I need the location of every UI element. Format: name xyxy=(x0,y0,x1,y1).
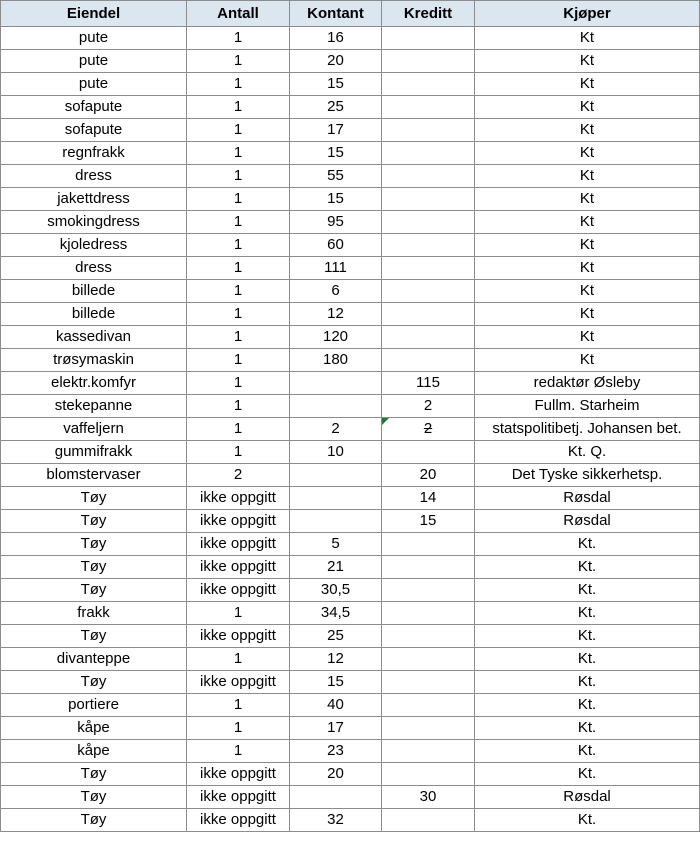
cell-kreditt xyxy=(382,142,475,165)
cell-kontant: 16 xyxy=(290,27,382,50)
cell-kreditt xyxy=(382,96,475,119)
cell-kontant: 20 xyxy=(290,763,382,786)
cell-eiendel: Tøy xyxy=(1,671,187,694)
cell-eiendel: Tøy xyxy=(1,809,187,832)
table-row xyxy=(1,188,700,211)
cell-kontant: 15 xyxy=(290,142,382,165)
cell-kontant xyxy=(290,510,382,533)
table-row xyxy=(1,786,700,809)
table-row xyxy=(1,625,700,648)
cell-kontant: 30,5 xyxy=(290,579,382,602)
cell-eiendel: Tøy xyxy=(1,556,187,579)
cell-kreditt xyxy=(382,326,475,349)
cell-kontant: 25 xyxy=(290,96,382,119)
cell-kontant: 95 xyxy=(290,211,382,234)
cell-kjoper: Kt xyxy=(475,257,700,280)
cell-kontant xyxy=(290,786,382,809)
cell-kreditt: 2 xyxy=(382,418,475,441)
cell-eiendel: dress xyxy=(1,165,187,188)
cell-eiendel: kjoledress xyxy=(1,234,187,257)
cell-kjoper: Kt xyxy=(475,303,700,326)
cell-kontant: 120 xyxy=(290,326,382,349)
cell-antall: ikke oppgitt xyxy=(187,809,290,832)
cell-antall: 1 xyxy=(187,418,290,441)
table-row xyxy=(1,211,700,234)
cell-antall: 1 xyxy=(187,234,290,257)
cell-kreditt xyxy=(382,119,475,142)
cell-kontant: 6 xyxy=(290,280,382,303)
table-row xyxy=(1,50,700,73)
cell-antall: ikke oppgitt xyxy=(187,487,290,510)
cell-eiendel: Tøy xyxy=(1,625,187,648)
cell-kontant: 17 xyxy=(290,717,382,740)
cell-antall: 1 xyxy=(187,188,290,211)
table-row xyxy=(1,717,700,740)
cell-kreditt xyxy=(382,694,475,717)
cell-eiendel: billede xyxy=(1,280,187,303)
cell-antall: 1 xyxy=(187,648,290,671)
cell-antall: 1 xyxy=(187,96,290,119)
cell-kjoper: Røsdal xyxy=(475,487,700,510)
cell-antall: 1 xyxy=(187,740,290,763)
cell-kjoper: Kt xyxy=(475,280,700,303)
cell-kjoper: Kt. Q. xyxy=(475,441,700,464)
cell-kreditt xyxy=(382,625,475,648)
cell-kreditt xyxy=(382,579,475,602)
cell-eiendel: dress xyxy=(1,257,187,280)
cell-antall: ikke oppgitt xyxy=(187,763,290,786)
cell-kjoper: Kt. xyxy=(475,579,700,602)
cell-kontant: 55 xyxy=(290,165,382,188)
cell-kreditt: 30 xyxy=(382,786,475,809)
cell-kreditt: 2 xyxy=(382,395,475,418)
cell-eiendel: trøsymaskin xyxy=(1,349,187,372)
cell-antall: 1 xyxy=(187,326,290,349)
cell-kontant xyxy=(290,395,382,418)
cell-kjoper: Kt xyxy=(475,50,700,73)
cell-antall: 1 xyxy=(187,50,290,73)
cell-eiendel: pute xyxy=(1,50,187,73)
cell-kontant: 15 xyxy=(290,188,382,211)
table-row xyxy=(1,96,700,119)
cell-eiendel: sofapute xyxy=(1,96,187,119)
header-antall: Antall xyxy=(187,1,290,27)
cell-eiendel: jakettdress xyxy=(1,188,187,211)
cell-kontant: 15 xyxy=(290,73,382,96)
cell-kjoper: Kt. xyxy=(475,740,700,763)
cell-kreditt: 20 xyxy=(382,464,475,487)
table-row xyxy=(1,648,700,671)
table-row xyxy=(1,487,700,510)
table-row xyxy=(1,395,700,418)
cell-kontant: 60 xyxy=(290,234,382,257)
table-row xyxy=(1,142,700,165)
cell-antall: ikke oppgitt xyxy=(187,556,290,579)
cell-antall: 1 xyxy=(187,372,290,395)
cell-kontant: 10 xyxy=(290,441,382,464)
cell-antall: 1 xyxy=(187,694,290,717)
cell-kontant: 15 xyxy=(290,671,382,694)
cell-kjoper: Fullm. Starheim xyxy=(475,395,700,418)
cell-kreditt xyxy=(382,165,475,188)
cell-kjoper: Kt xyxy=(475,188,700,211)
cell-antall: 1 xyxy=(187,602,290,625)
cell-eiendel: Tøy xyxy=(1,510,187,533)
cell-kjoper: Kt. xyxy=(475,648,700,671)
cell-kreditt xyxy=(382,740,475,763)
table-row xyxy=(1,763,700,786)
cell-eiendel: stekepanne xyxy=(1,395,187,418)
cell-eiendel: billede xyxy=(1,303,187,326)
cell-kreditt: 15 xyxy=(382,510,475,533)
cell-kjoper: Kt. xyxy=(475,809,700,832)
table-row xyxy=(1,280,700,303)
cell-eiendel: kåpe xyxy=(1,717,187,740)
cell-antall: 1 xyxy=(187,280,290,303)
cell-kontant: 20 xyxy=(290,50,382,73)
cell-eiendel: vaffeljern xyxy=(1,418,187,441)
cell-eiendel: smokingdress xyxy=(1,211,187,234)
cell-antall: 1 xyxy=(187,257,290,280)
cell-kjoper: Kt xyxy=(475,165,700,188)
cell-antall: ikke oppgitt xyxy=(187,510,290,533)
cell-antall: 1 xyxy=(187,73,290,96)
cell-eiendel: pute xyxy=(1,27,187,50)
table-body xyxy=(1,27,700,832)
cell-eiendel: blomstervaser xyxy=(1,464,187,487)
cell-kjoper: Kt xyxy=(475,349,700,372)
cell-kjoper: Kt. xyxy=(475,717,700,740)
cell-kreditt xyxy=(382,257,475,280)
cell-kreditt: 115 xyxy=(382,372,475,395)
cell-eiendel: sofapute xyxy=(1,119,187,142)
table-row xyxy=(1,809,700,832)
cell-kontant: 34,5 xyxy=(290,602,382,625)
table-row xyxy=(1,257,700,280)
cell-kontant: 180 xyxy=(290,349,382,372)
cell-kjoper: Kt. xyxy=(475,602,700,625)
cell-kreditt xyxy=(382,717,475,740)
table-row xyxy=(1,740,700,763)
cell-kjoper: redaktør Øsleby xyxy=(475,372,700,395)
cell-kontant: 12 xyxy=(290,303,382,326)
cell-kontant: 12 xyxy=(290,648,382,671)
cell-kreditt xyxy=(382,234,475,257)
cell-kontant xyxy=(290,487,382,510)
cell-kjoper: Kt. xyxy=(475,533,700,556)
cell-antall: ikke oppgitt xyxy=(187,671,290,694)
cell-kjoper: Kt xyxy=(475,211,700,234)
cell-kjoper: Kt xyxy=(475,73,700,96)
cell-eiendel: kassedivan xyxy=(1,326,187,349)
cell-eiendel: Tøy xyxy=(1,487,187,510)
cell-kreditt xyxy=(382,303,475,326)
cell-kreditt xyxy=(382,809,475,832)
table-row xyxy=(1,694,700,717)
cell-kreditt xyxy=(382,671,475,694)
cell-antall: 1 xyxy=(187,395,290,418)
table-row xyxy=(1,165,700,188)
cell-kjoper: Kt xyxy=(475,234,700,257)
header-kreditt: Kreditt xyxy=(382,1,475,27)
table-row xyxy=(1,326,700,349)
cell-kjoper: Kt. xyxy=(475,671,700,694)
cell-antall: 1 xyxy=(187,303,290,326)
cell-kontant xyxy=(290,464,382,487)
table-row xyxy=(1,510,700,533)
cell-eiendel: regnfrakk xyxy=(1,142,187,165)
cell-kreditt xyxy=(382,533,475,556)
header-row xyxy=(1,1,700,27)
table-row xyxy=(1,602,700,625)
cell-kreditt xyxy=(382,27,475,50)
table-row xyxy=(1,464,700,487)
cell-kreditt xyxy=(382,50,475,73)
cell-eiendel: frakk xyxy=(1,602,187,625)
table-row xyxy=(1,671,700,694)
cell-kjoper: Kt xyxy=(475,119,700,142)
cell-antall: 1 xyxy=(187,717,290,740)
cell-kjoper: Kt xyxy=(475,326,700,349)
table-row xyxy=(1,533,700,556)
cell-kreditt: 14 xyxy=(382,487,475,510)
cell-eiendel: divanteppe xyxy=(1,648,187,671)
cell-kjoper: Kt. xyxy=(475,625,700,648)
cell-eiendel: portiere xyxy=(1,694,187,717)
cell-kontant: 21 xyxy=(290,556,382,579)
cell-kreditt xyxy=(382,280,475,303)
table-row xyxy=(1,234,700,257)
cell-kjoper: Røsdal xyxy=(475,786,700,809)
cell-kjoper: Det Tyske sikkerhetsp. xyxy=(475,464,700,487)
cell-kreditt xyxy=(382,188,475,211)
table-row xyxy=(1,579,700,602)
cell-kontant: 32 xyxy=(290,809,382,832)
cell-kjoper: Røsdal xyxy=(475,510,700,533)
cell-kreditt xyxy=(382,441,475,464)
cell-kontant: 5 xyxy=(290,533,382,556)
table-row xyxy=(1,418,700,441)
table-row xyxy=(1,303,700,326)
cell-antall: 1 xyxy=(187,27,290,50)
cell-kjoper: Kt. xyxy=(475,694,700,717)
cell-antall: 1 xyxy=(187,119,290,142)
table-row xyxy=(1,73,700,96)
cell-kontant: 25 xyxy=(290,625,382,648)
cell-eiendel: Tøy xyxy=(1,579,187,602)
cell-antall: 1 xyxy=(187,441,290,464)
cell-kjoper: Kt xyxy=(475,27,700,50)
cell-kreditt xyxy=(382,73,475,96)
cell-eiendel: pute xyxy=(1,73,187,96)
cell-antall: 1 xyxy=(187,349,290,372)
header-kjoper: Kjøper xyxy=(475,1,700,27)
cell-eiendel: kåpe xyxy=(1,740,187,763)
cell-kjoper: Kt. xyxy=(475,763,700,786)
cell-antall: 2 xyxy=(187,464,290,487)
header-eiendel: Eiendel xyxy=(1,1,187,27)
cell-antall: ikke oppgitt xyxy=(187,625,290,648)
cell-kreditt xyxy=(382,349,475,372)
cell-kjoper: Kt xyxy=(475,96,700,119)
cell-eiendel: Tøy xyxy=(1,763,187,786)
cell-kontant: 23 xyxy=(290,740,382,763)
cell-kreditt xyxy=(382,648,475,671)
table-row xyxy=(1,372,700,395)
cell-antall: ikke oppgitt xyxy=(187,579,290,602)
header-kontant: Kontant xyxy=(290,1,382,27)
table-row xyxy=(1,119,700,142)
cell-kjoper: statspolitibetj. Johansen bet. xyxy=(475,418,700,441)
cell-kreditt xyxy=(382,211,475,234)
cell-kjoper: Kt xyxy=(475,142,700,165)
table-row xyxy=(1,441,700,464)
cell-kontant: 17 xyxy=(290,119,382,142)
cell-kreditt xyxy=(382,763,475,786)
cell-kontant: 2 xyxy=(290,418,382,441)
table-row xyxy=(1,556,700,579)
cell-eiendel: Tøy xyxy=(1,533,187,556)
table-row xyxy=(1,27,700,50)
cell-kontant: 111 xyxy=(290,257,382,280)
cell-kjoper: Kt. xyxy=(475,556,700,579)
cell-antall: ikke oppgitt xyxy=(187,533,290,556)
table-row xyxy=(1,349,700,372)
cell-kreditt xyxy=(382,602,475,625)
cell-antall: 1 xyxy=(187,165,290,188)
cell-antall: 1 xyxy=(187,142,290,165)
cell-antall: 1 xyxy=(187,211,290,234)
cell-kreditt xyxy=(382,556,475,579)
cell-kontant: 40 xyxy=(290,694,382,717)
cell-eiendel: elektr.komfyr xyxy=(1,372,187,395)
cell-kontant xyxy=(290,372,382,395)
cell-eiendel: Tøy xyxy=(1,786,187,809)
cell-antall: ikke oppgitt xyxy=(187,786,290,809)
cell-eiendel: gummifrakk xyxy=(1,441,187,464)
